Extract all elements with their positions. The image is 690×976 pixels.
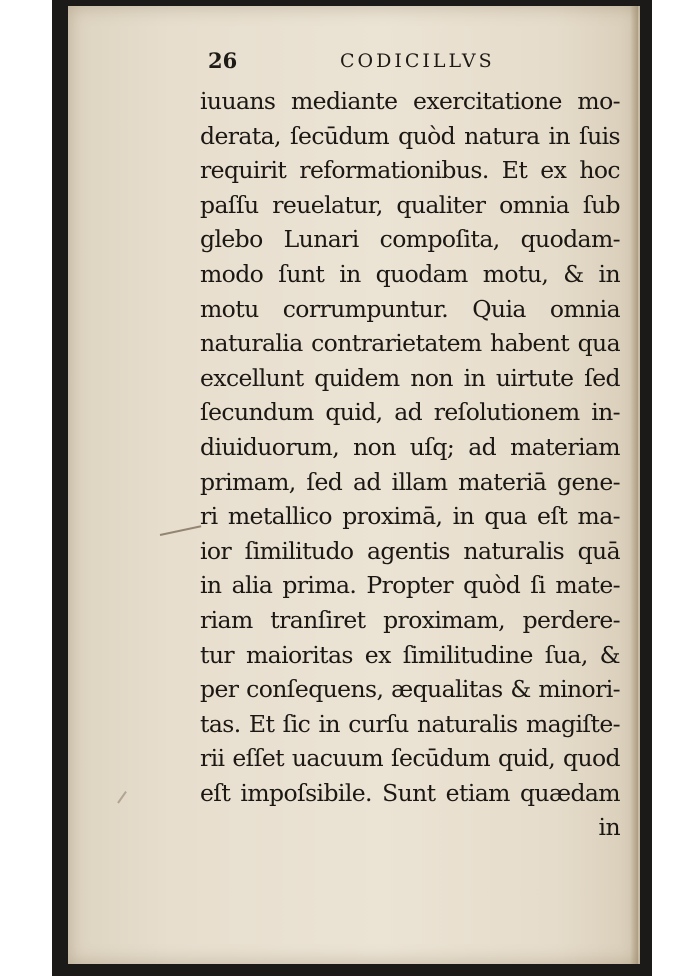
text-line: naturalia contrarietatem habent qua [200,329,620,358]
text-line: glebo Lunari compoſita, quodam- [200,225,620,254]
catchword: in [598,813,620,842]
text-line: eſt impoſsibile. Sunt etiam quædam [200,778,620,807]
text-line: tas. Et ſic in curſu naturalis magiſte- [200,709,620,738]
book-page [68,6,640,964]
text-line: ri metallico proximā, in qua eſt ma- [200,502,620,531]
page-edge-shadow [630,6,638,964]
running-title: CODICILLVS [340,50,495,72]
text-line: requirit reformationibus. Et ex hoc [200,156,620,185]
text-line: ior ſimilitudo agentis naturalis quā [200,536,620,565]
text-line: derata, ſecūdum quòd natura in ſuis [200,121,620,150]
text-line: primam, ſed ad illam materiā gene- [200,467,620,496]
text-line: ſecundum quid, ad reſolutionem in- [200,398,620,427]
running-head [68,48,640,82]
text-line: modo ſunt in quodam motu, & in [200,259,620,288]
body-text [200,84,620,845]
ink-mark [117,791,127,804]
text-line: in alia prima. Propter quòd ſi mate- [200,571,620,600]
text-line: rii eſſet uacuum ſecūdum quid, quod [200,744,620,773]
text-line: paſſu reuelatur, qualiter omnia ſub [200,190,620,219]
text-line: diuiduorum, non uſq; ad materiam [200,432,620,461]
text-line: per conſequens, æqualitas & minori- [200,675,620,704]
text-line: iuuans mediante exercitatione mo- [200,87,620,115]
text-line: riam tranſiret proximam, perdere- [200,605,620,634]
text-line: tur maioritas ex ſimilitudine ſua, & [200,640,620,669]
page-number: 26 [208,48,238,73]
ink-mark [160,525,201,536]
text-line: motu corrumpuntur. Quia omnia [200,294,620,323]
text-line: excellunt quidem non in uirtute ſed [200,363,620,392]
